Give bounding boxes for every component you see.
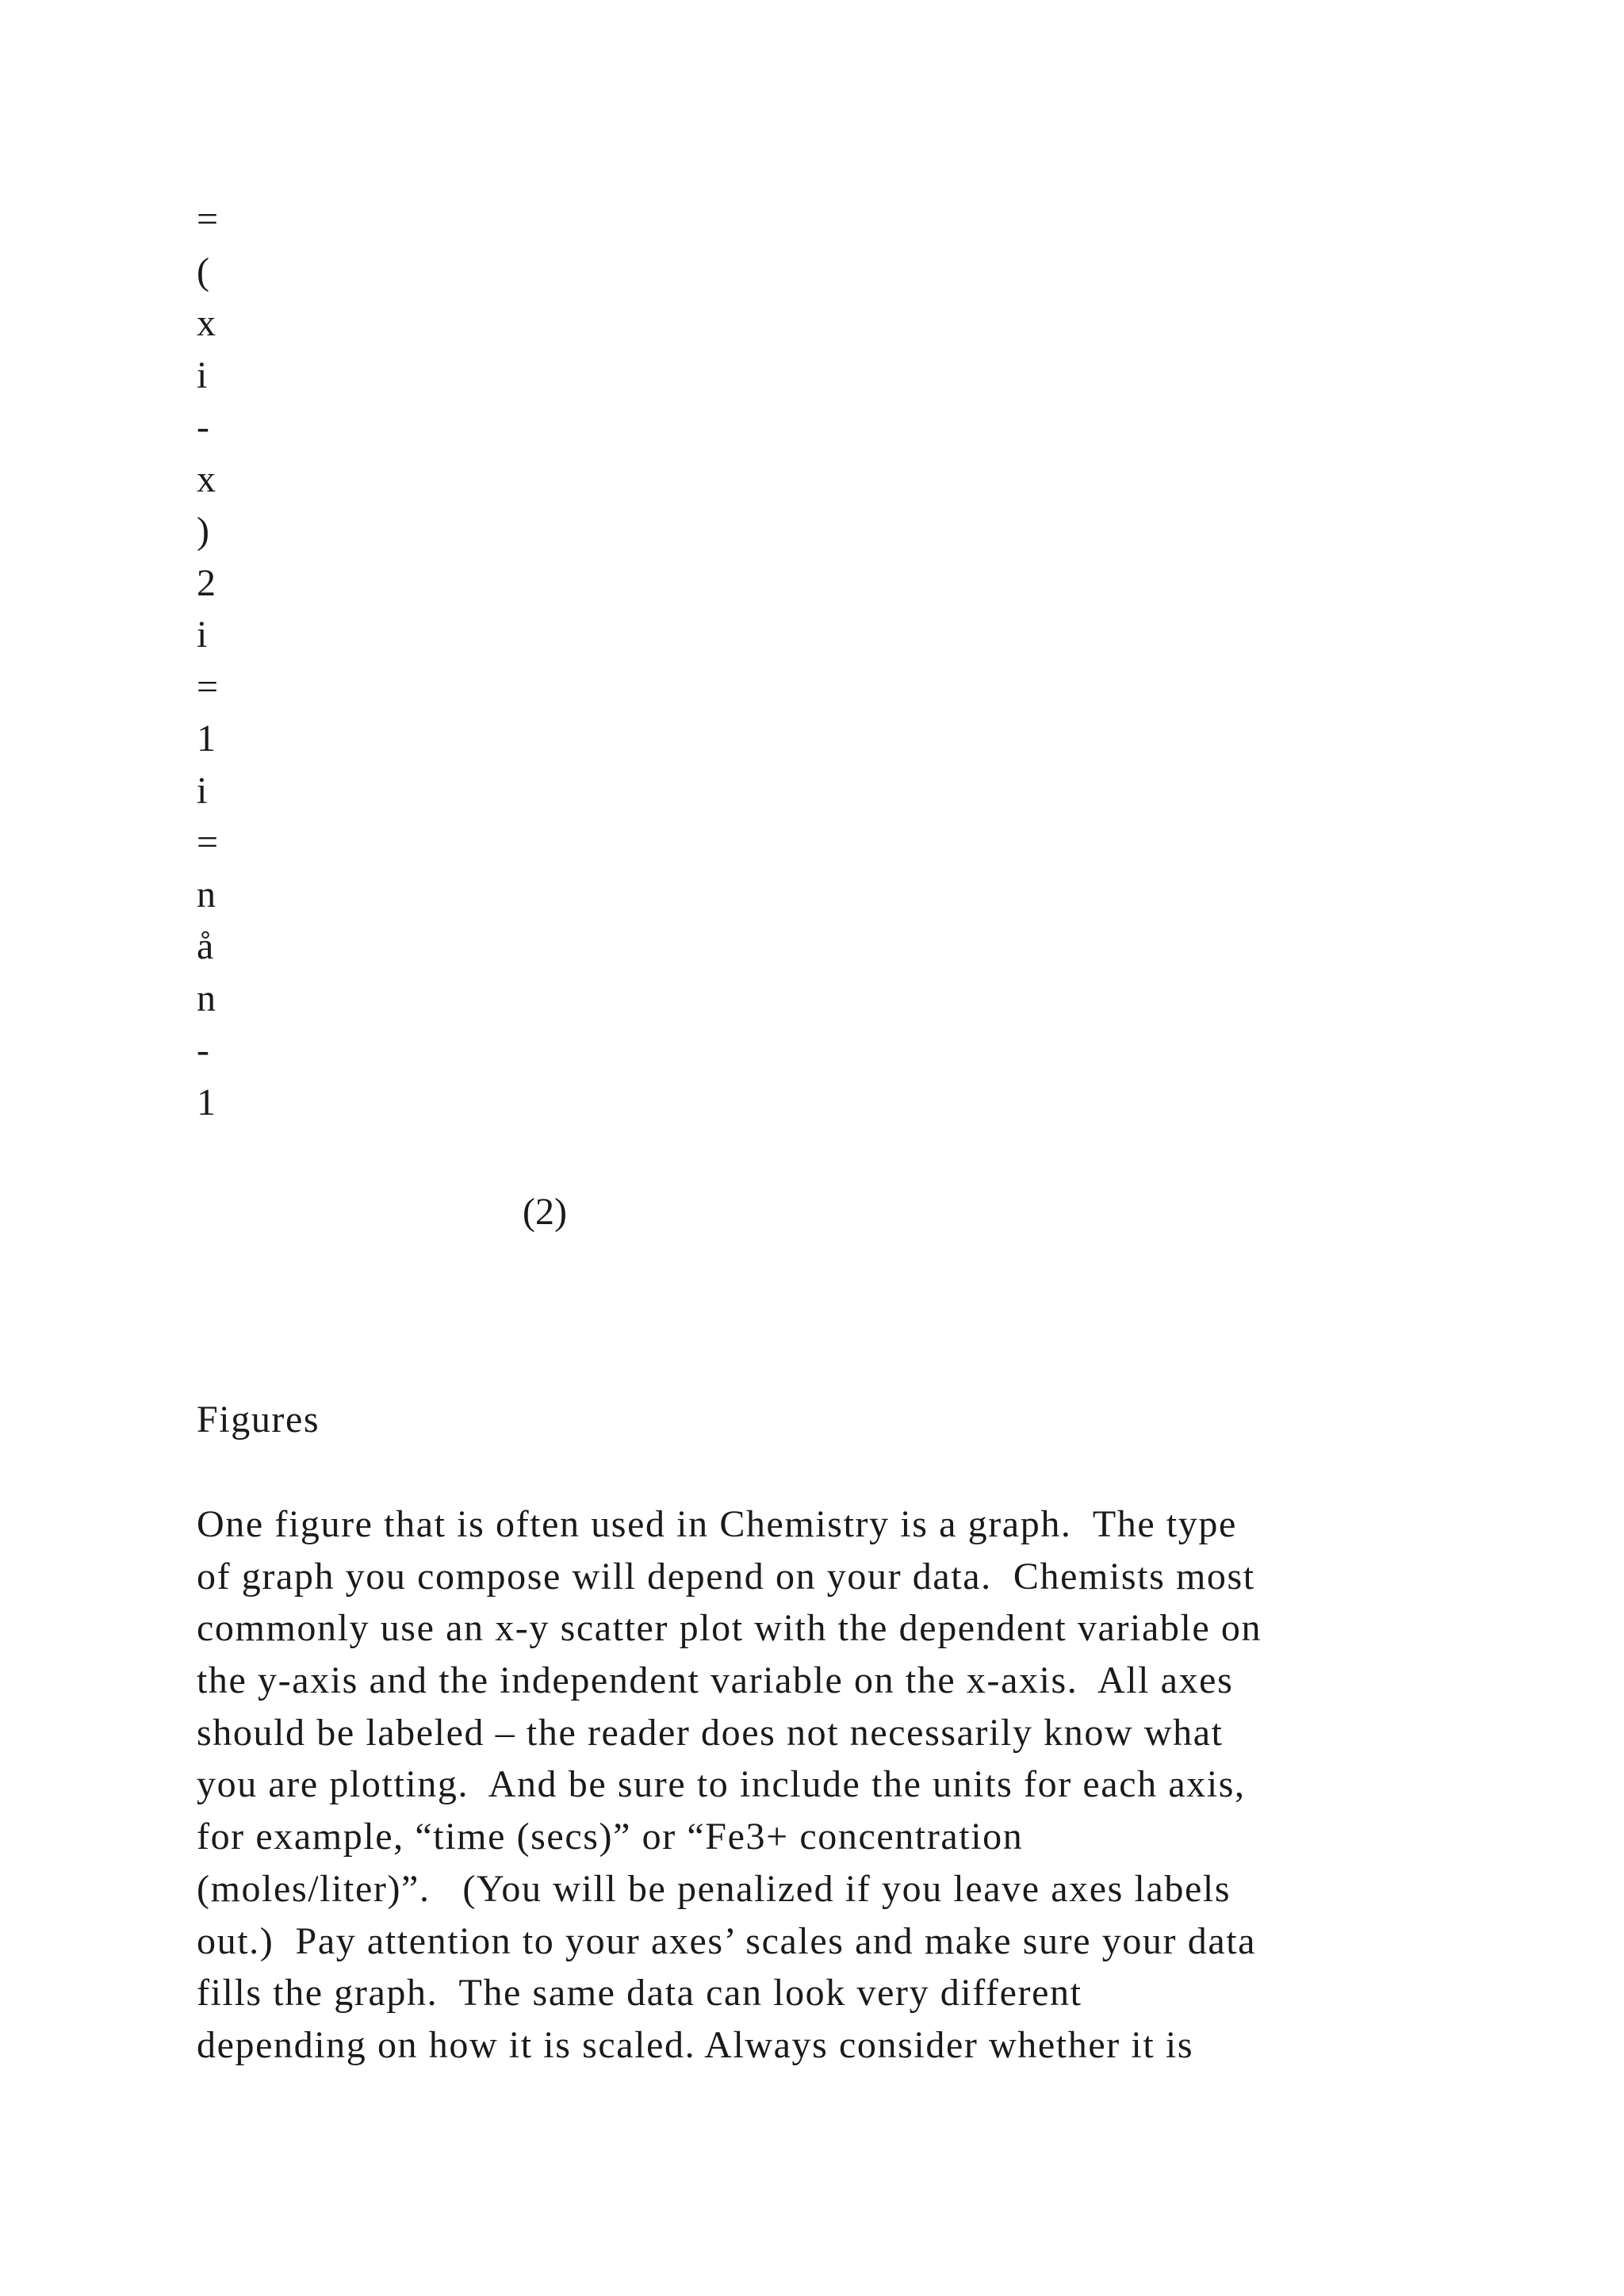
formula-glyph: i <box>197 614 208 656</box>
formula-glyph: - <box>197 1029 209 1071</box>
formula-glyph: - <box>197 406 209 448</box>
formula-glyph: 1 <box>197 1081 216 1123</box>
paragraph-line: for example, “time (secs)” or “Fe3+ concentration <box>197 1816 1024 1858</box>
formula-glyph: = <box>197 198 219 240</box>
formula-glyph-stack <box>197 193 244 1128</box>
paragraph-line: depending on how it is scaled. Always consider whether it is <box>197 2023 1194 2066</box>
paragraph-line: the y-axis and the independent variable on the x-axis. All axes <box>197 1659 1234 1702</box>
equation-number: (2) <box>523 1191 567 1233</box>
paragraph-line: should be labeled – the reader does not necessarily know what <box>197 1711 1224 1754</box>
formula-glyph: ) <box>197 510 209 552</box>
formula-glyph: 1 <box>197 718 216 760</box>
formula-glyph: i <box>197 769 208 812</box>
formula-glyph: i <box>197 354 208 396</box>
formula-glyph: = <box>197 821 219 863</box>
formula-glyph: 2 <box>197 561 216 604</box>
paragraph-line: (moles/liter)”. (You will be penalized if you leave axes labels <box>197 1867 1231 1910</box>
formula-glyph: x <box>197 302 216 344</box>
formula-glyph: n <box>197 873 216 916</box>
paragraph-line: of graph you compose will depend on your data. Chemists most <box>197 1555 1255 1598</box>
body-paragraph <box>197 1498 1450 2072</box>
formula-glyph: n <box>197 977 216 1020</box>
paragraph-line: commonly use an x-y scatter plot with the dependent variable on <box>197 1607 1262 1650</box>
section-heading: Figures <box>197 1399 320 1441</box>
formula-glyph: ( <box>197 250 209 293</box>
paragraph-line: you are plotting. And be sure to include the units for each axis, <box>197 1763 1246 1806</box>
paragraph-line: fills the graph. The same data can look very different <box>197 1972 1082 2015</box>
formula-glyph: x <box>197 457 216 500</box>
paragraph-line: One figure that is often used in Chemistry is a graph. The type <box>197 1503 1237 1545</box>
formula-glyph: = <box>197 665 219 708</box>
formula-glyph: å <box>197 925 214 967</box>
paragraph-line: out.) Pay attention to your axes’ scales and make sure your data <box>197 1919 1257 1962</box>
